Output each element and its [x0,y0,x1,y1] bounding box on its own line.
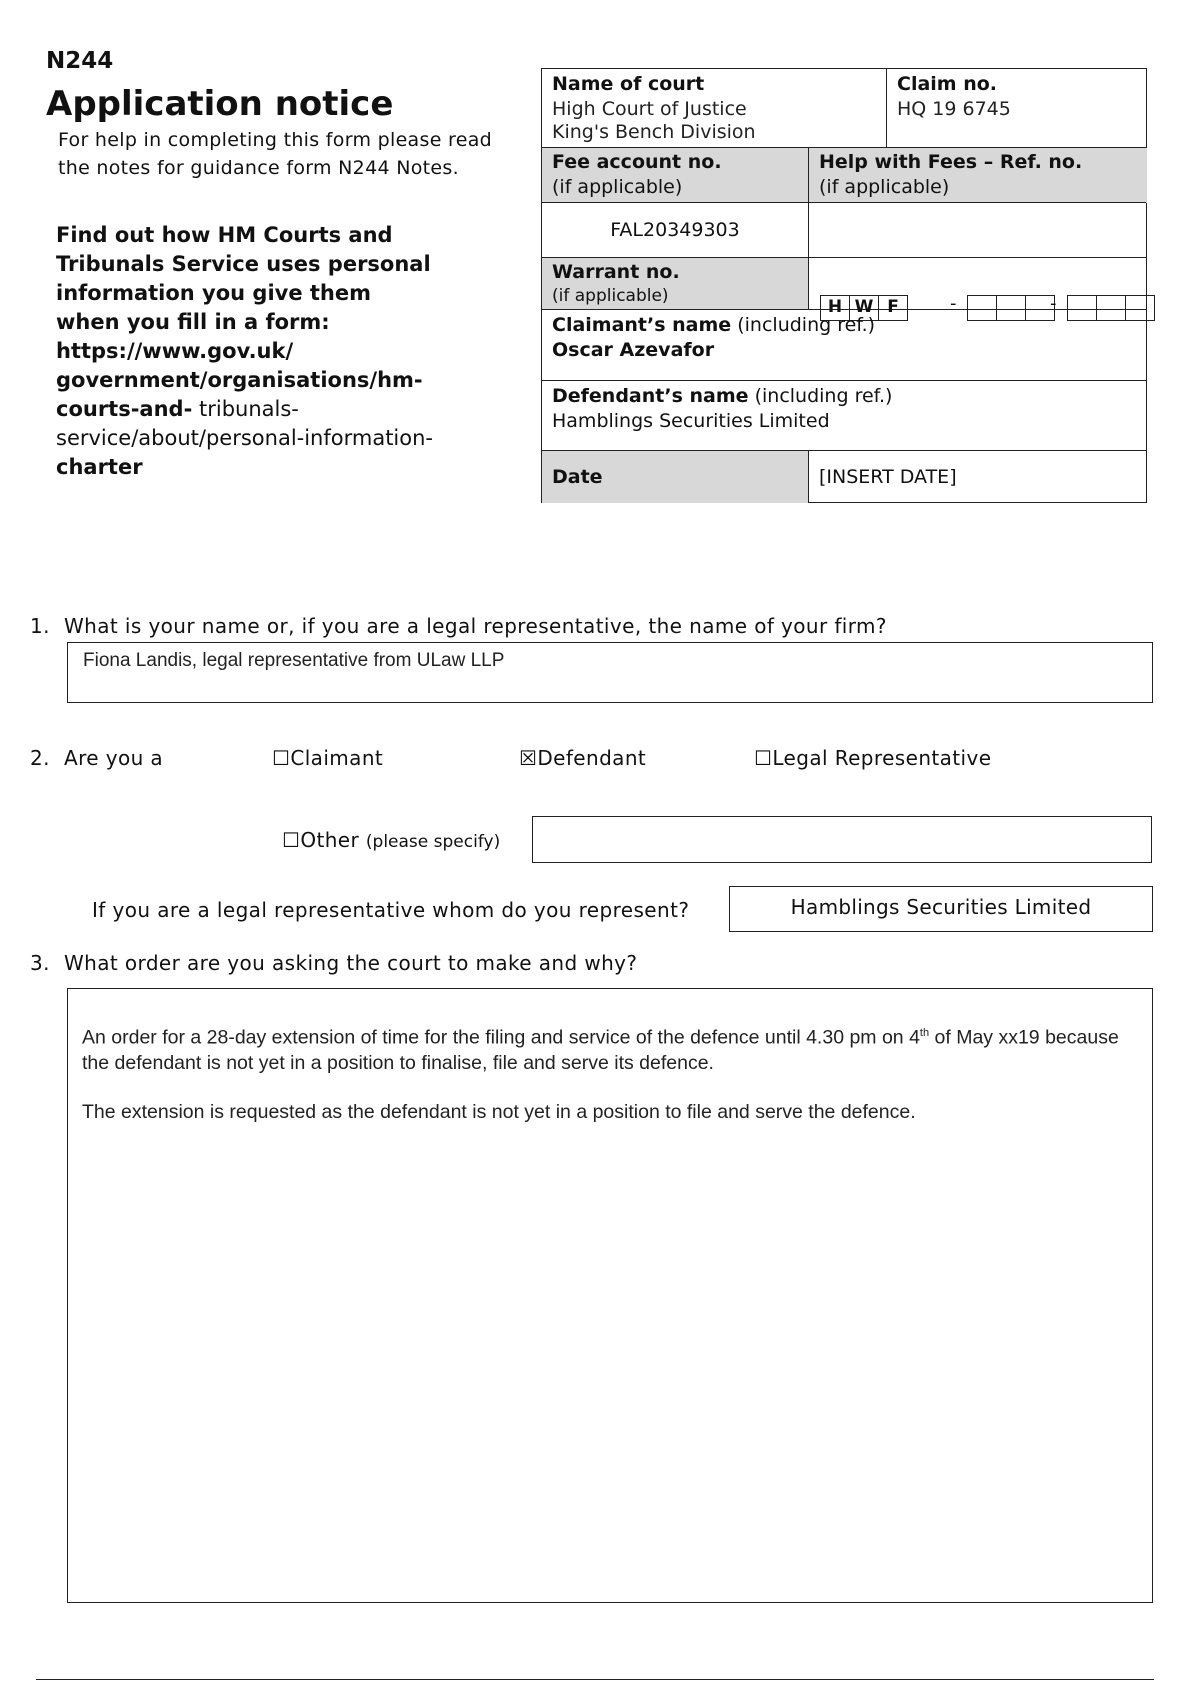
checkbox-unchecked-icon: ☐ [754,746,773,770]
warrant-label: Warrant no. [552,261,680,283]
defendant-checkbox[interactable] [519,744,647,772]
privacy-url-part3[interactable]: charter [56,455,143,479]
claimant-label-suffix: (including ref.) [731,314,876,336]
court-cell [542,69,886,148]
ordinal-suffix: th [919,1027,930,1039]
legal-rep-checkbox[interactable] [754,744,991,772]
q2-number: 2. [30,746,50,770]
claim-value: HQ 19 6745 [897,98,1011,120]
checkbox-unchecked-icon: ☐ [282,828,301,852]
hwf-label: Help with Fees – Ref. no. [819,151,1083,173]
other-option-label: Other [300,828,360,852]
defendant-value[interactable]: Hamblings Securities Limited [552,410,830,432]
q2-question: Are you a [64,746,164,770]
q3-paragraph-1 [82,1021,1138,1076]
q3-paragraph-2: The extension is requested as the defendant is not yet in a position to file and serve the defence. [82,1100,916,1123]
footer-divider [36,1679,1154,1680]
checkbox-unchecked-icon: ☐ [272,746,291,770]
privacy-url-part1[interactable]: https://www.gov.uk/ government/organisations/hm-courts-and- [56,339,423,421]
privacy-line1: Find out how HM Courts and Tribunals Service uses personal information you give them [56,223,431,305]
defendant-label-suffix: (including ref.) [748,385,893,407]
court-value-line1: High Court of Justice [552,98,747,120]
table-divider [542,450,1146,451]
page-title: Application notice [46,84,394,124]
other-checkbox[interactable] [282,826,500,856]
q1-number: 1. [30,614,50,638]
q1-answer-field[interactable]: Fiona Landis, legal representative from ULaw LLP [67,642,1153,703]
checkbox-checked-icon: ☒ [519,746,538,770]
defendant-cell [542,381,1147,437]
represented-party-field[interactable]: Hamblings Securities Limited [729,886,1153,932]
hwf-letter: H [821,296,850,320]
hwf-letter: W [850,296,879,320]
claimant-checkbox[interactable] [272,744,382,772]
help-text: For help in completing this form please read the notes for guidance form N244 Notes. [58,129,493,179]
q3-answer-field[interactable] [67,988,1153,1603]
privacy-line2: when you fill in a form: [56,310,330,334]
fee-label: Fee account no. [552,151,722,173]
claim-label: Claim no. [897,73,998,95]
q1-question: What is your name or, if you are a legal representative, the name of your firm? [64,614,887,638]
q3-question: What order are you asking the court to make and why? [64,951,638,975]
warrant-label-cell [542,257,808,310]
warrant-sub: (if applicable) [552,286,669,306]
court-value-line2: King's Bench Division [552,121,756,143]
hwf-dash: - [1050,293,1057,314]
court-label: Name of court [552,73,705,95]
legal-rep-option-label: Legal Representative [772,746,992,770]
defendant-option-label: Defendant [537,746,647,770]
fee-label-cell [542,147,808,203]
fee-value[interactable]: FAL20349303 [610,219,740,241]
hwf-letter: F [887,297,899,317]
date-value[interactable]: [INSERT DATE] [819,466,957,488]
hwf-label-cell [809,147,1147,203]
hwf-sub: (if applicable) [819,176,950,198]
q3-number: 3. [30,951,50,975]
fee-sub: (if applicable) [552,176,683,198]
warrant-value[interactable] [809,257,1147,309]
q3-paragraph-1-start: An order for a 28-day extension of time for the filing and service of the defence until 4.30 pm on 4 [82,1026,920,1049]
form-code: N244 [46,48,114,74]
other-hint: (please specify) [365,832,501,852]
defendant-label: Defendant’s name [552,385,749,407]
date-label: Date [552,466,603,488]
court-details-table [541,68,1147,503]
claimant-cell [542,310,1147,366]
claimant-option-label: Claimant [290,746,384,770]
privacy-notice [56,221,496,482]
q3-paragraph-1-end: of May xx19 because the defendant is not yet in a position to finalise, file and serve its defence. [82,1026,1119,1074]
privacy-url-part2[interactable]: tribunals-service/about/personal-information- [56,397,434,450]
rep-question: If you are a legal representative whom do you represent? [92,898,690,922]
other-specify-field[interactable] [532,816,1152,863]
hwf-dash: - [950,293,957,314]
claimant-value[interactable]: Oscar Azevafor [552,339,715,361]
claimant-label: Claimant’s name [552,314,732,336]
claim-cell [887,69,1147,125]
